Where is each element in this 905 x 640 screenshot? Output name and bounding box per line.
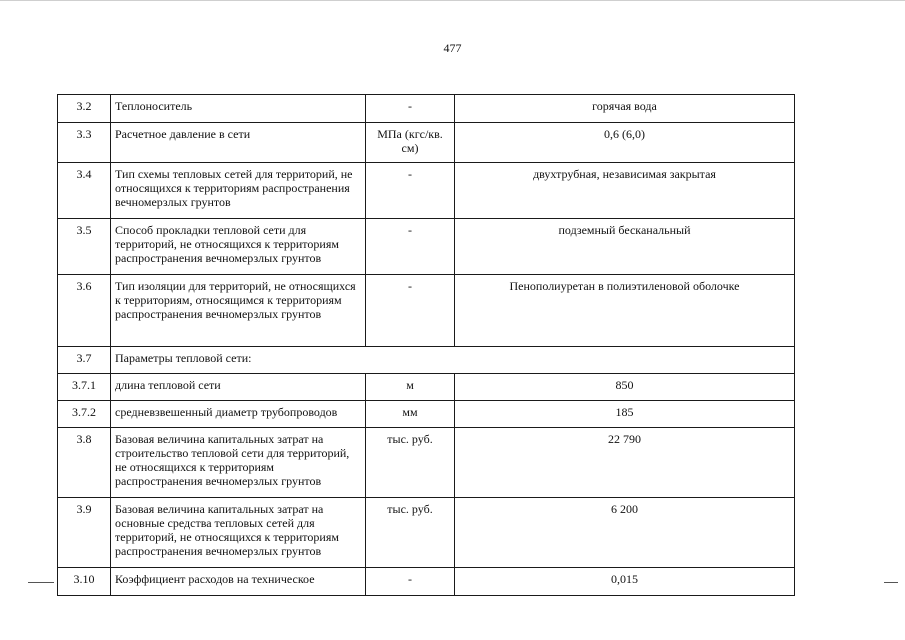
row-value: 0,6 (6,0): [455, 123, 795, 163]
row-description: Параметры тепловой сети:: [111, 347, 795, 374]
row-value: 185: [455, 401, 795, 428]
row-unit: мм: [366, 401, 455, 428]
row-value: горячая вода: [455, 95, 795, 123]
row-unit: -: [366, 219, 455, 275]
row-unit: -: [366, 163, 455, 219]
scan-artifact-top: [0, 0, 905, 1]
row-unit: м: [366, 374, 455, 401]
table-row: [58, 163, 795, 219]
row-description: Базовая величина капитальных затрат на строительство тепловой сети для территорий, не относящихся к территориям распространения вечномерзлых грунтов: [111, 428, 366, 498]
table-row: [58, 219, 795, 275]
row-value: двухтрубная, независимая закрытая: [455, 163, 795, 219]
table-row: [58, 95, 795, 123]
scan-artifact-right: [884, 582, 898, 583]
row-number: 3.7.1: [58, 374, 111, 401]
row-number: 3.6: [58, 275, 111, 347]
row-number: 3.7.2: [58, 401, 111, 428]
row-number: 3.4: [58, 163, 111, 219]
row-description: Тип схемы тепловых сетей для территорий, не относящихся к территориям распространения вечномерзлых грунтов: [111, 163, 366, 219]
row-unit: тыс. руб.: [366, 498, 455, 568]
row-unit: -: [366, 568, 455, 596]
row-value: Пенополиуретан в полиэтиленовой оболочке: [455, 275, 795, 347]
row-value: 850: [455, 374, 795, 401]
table-row: [58, 498, 795, 568]
table-row: [58, 347, 795, 374]
row-description: Коэффициент расходов на техническое: [111, 568, 366, 596]
page-number: 477: [443, 41, 462, 55]
table-row: [58, 428, 795, 498]
row-unit: МПа (кгс/кв. см): [366, 123, 455, 163]
row-description: Расчетное давление в сети: [111, 123, 366, 163]
specification-table: [57, 94, 795, 596]
table-row: [58, 401, 795, 428]
row-number: 3.2: [58, 95, 111, 123]
table-row: [58, 374, 795, 401]
table-row: [58, 568, 795, 596]
row-number: 3.5: [58, 219, 111, 275]
row-value: 6 200: [455, 498, 795, 568]
row-unit: -: [366, 275, 455, 347]
row-value: подземный бесканальный: [455, 219, 795, 275]
row-number: 3.8: [58, 428, 111, 498]
row-value: 22 790: [455, 428, 795, 498]
row-description: длина тепловой сети: [111, 374, 366, 401]
row-number: 3.7: [58, 347, 111, 374]
row-description: Теплоноситель: [111, 95, 366, 123]
row-description: Базовая величина капитальных затрат на основные средства тепловых сетей для территорий, не относящихся к территориям распространения вечномерзлых грунтов: [111, 498, 366, 568]
scan-artifact-left: [28, 582, 54, 583]
row-unit: тыс. руб.: [366, 428, 455, 498]
table-row: [58, 275, 795, 347]
row-description: Способ прокладки тепловой сети для территорий, не относящихся к территориям распространения вечномерзлых грунтов: [111, 219, 366, 275]
row-description: средневзвешенный диаметр трубопроводов: [111, 401, 366, 428]
row-value: 0,015: [455, 568, 795, 596]
table-row: [58, 123, 795, 163]
row-description: Тип изоляции для территорий, не относящихся к территориям, относящимся к территориям распространения вечномерзлых грунтов: [111, 275, 366, 347]
row-number: 3.10: [58, 568, 111, 596]
row-number: 3.3: [58, 123, 111, 163]
row-unit: -: [366, 95, 455, 123]
row-number: 3.9: [58, 498, 111, 568]
